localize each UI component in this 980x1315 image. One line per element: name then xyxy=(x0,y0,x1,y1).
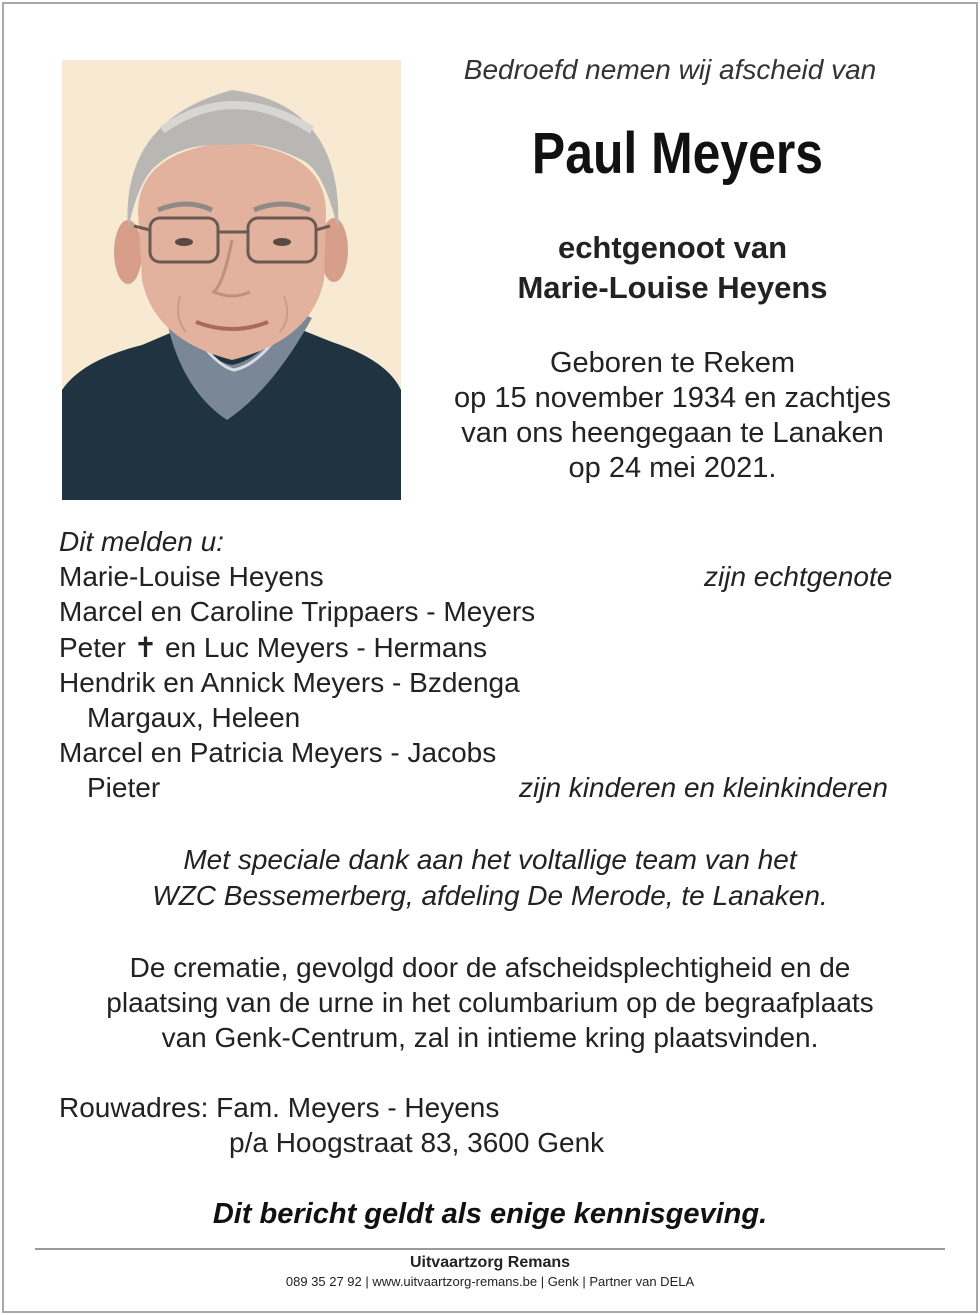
role-spouse: zijn echtgenote xyxy=(704,561,893,592)
mourner-line: Marcel en Patricia Meyers - Jacobs xyxy=(59,737,497,768)
thanks-line: Met speciale dank aan het voltallige team van het xyxy=(183,844,797,875)
mourner-line: Pieter xyxy=(87,772,161,803)
deceased-name: Paul Meyers xyxy=(531,121,824,186)
date-line: Geboren te Rekem xyxy=(549,347,795,379)
mourners-heading: Dit melden u: xyxy=(59,526,224,557)
mourner-line: Marie-Louise Heyens xyxy=(59,561,324,592)
mourner-line: Marcel en Caroline Trippaers - Meyers xyxy=(59,596,536,627)
date-line: op 24 mei 2021. xyxy=(568,452,777,484)
mourning-address-line-1: Rouwadres: Fam. Meyers - Heyens xyxy=(59,1092,500,1123)
portrait-photo xyxy=(62,60,401,500)
cremation-block xyxy=(40,950,940,1055)
date-line: op 15 november 1934 en zachtjes xyxy=(454,382,891,414)
mourner-line: Margaux, Heleen xyxy=(87,702,301,733)
cremation-line: De crematie, gevolgd door de afscheidsplechtigheid en de xyxy=(129,952,851,983)
funeral-home-info: 089 35 27 92 | www.uitvaartzorg-remans.be | Genk | Partner van DELA xyxy=(285,1274,695,1289)
spouse-line-1: echtgenoot van xyxy=(557,230,788,265)
date-line: van ons heengegaan te Lanaken xyxy=(461,417,884,449)
thanks-line: WZC Bessemerberg, afdeling De Merode, te Lanaken. xyxy=(152,880,828,911)
cremation-line: van Genk-Centrum, zal in intieme kring plaatsvinden. xyxy=(161,1022,819,1053)
mourner-line: Hendrik en Annick Meyers - Bzdenga xyxy=(59,667,520,698)
intro-text: Bedroefd nemen wij afscheid van xyxy=(463,54,877,85)
birth-death-block xyxy=(420,346,925,486)
cremation-line: plaatsing van de urne in het columbarium op de begraafplaats xyxy=(106,987,874,1018)
spouse-line-2: Marie-Louise Heyens xyxy=(517,270,828,305)
mourning-address-line-2: p/a Hoogstraat 83, 3600 Genk xyxy=(229,1127,605,1158)
notice-text: Dit bericht geldt als enige kennisgeving. xyxy=(212,1198,768,1230)
role-children: zijn kinderen en kleinkinderen xyxy=(519,772,888,803)
spouse-block xyxy=(420,228,925,308)
funeral-home-name: Uitvaartzorg Remans xyxy=(409,1254,571,1271)
thanks-block xyxy=(40,842,940,914)
footer-divider xyxy=(35,1248,945,1250)
mourner-line: Peter ✝ en Luc Meyers - Hermans xyxy=(59,632,488,663)
